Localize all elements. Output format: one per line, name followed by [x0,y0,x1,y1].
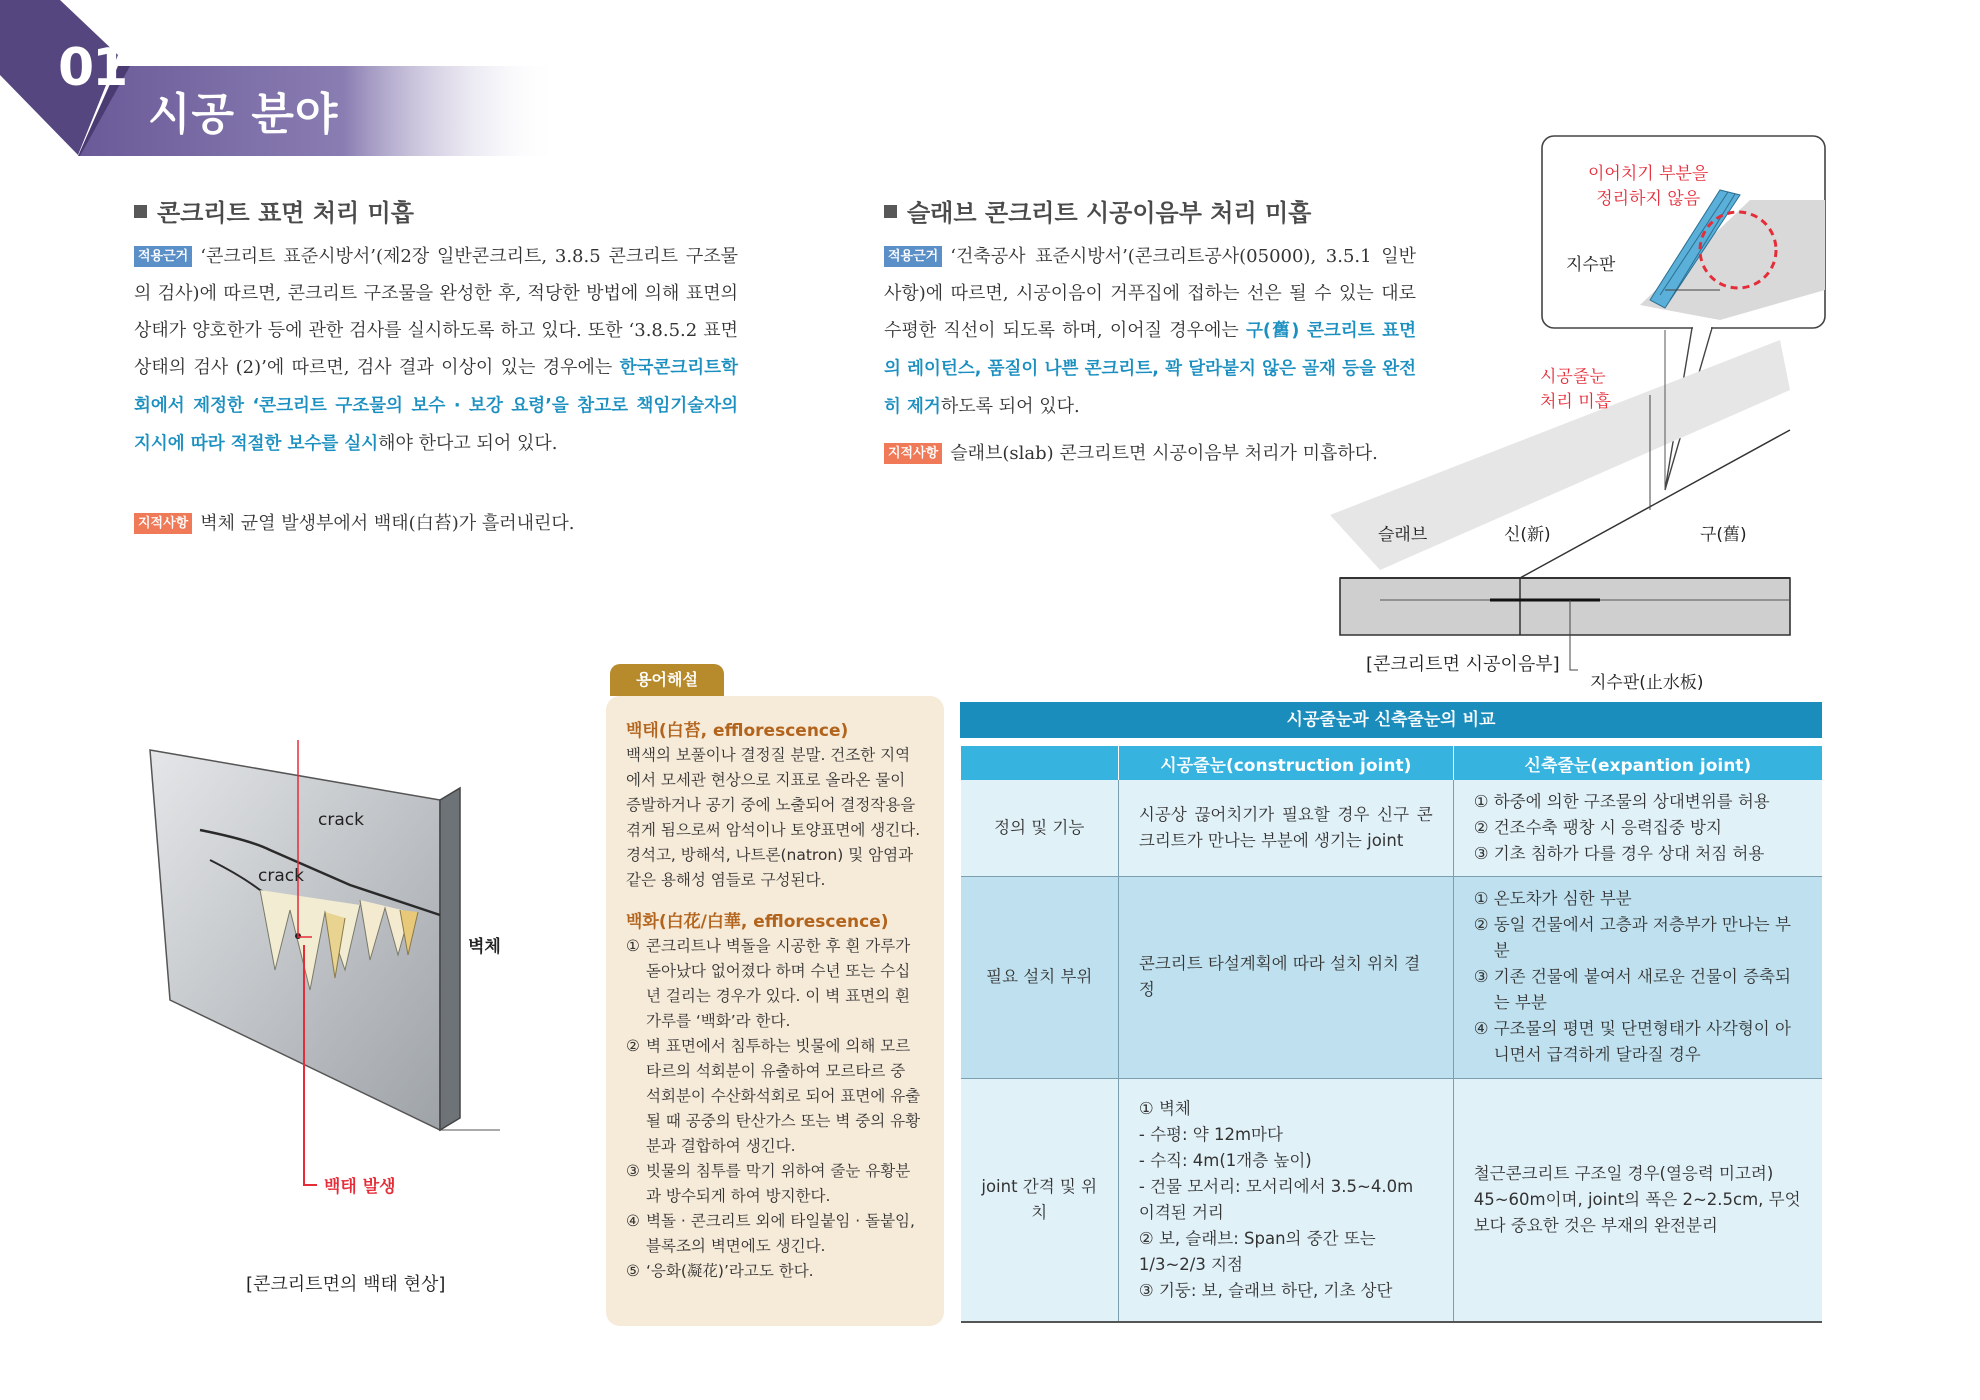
glossary-list-item: ④ 벽돌 · 콘크리트 외에 타일붙임 · 돌붙임, 블록조의 벽면에도 생긴다. [626,1212,915,1255]
table-header-expansion: 신축줄눈(expantion joint) [1453,746,1822,780]
glossary-box [606,696,944,1326]
glossary-term2-title: 백화(白花/白華, efflorescence) [626,912,889,932]
joint-comparison-table [960,746,1822,1323]
heading-bullet [884,205,897,218]
efflorescence-label: 백태 발생 [324,1177,396,1197]
section2-basis-text-end: 하도록 되어 있다. [940,396,1080,417]
old-concrete-label: 구(舊) [1700,525,1747,545]
table-header-construction: 시공줄눈(construction joint) [1118,746,1453,780]
row-label: joint 간격 및 위치 [961,1078,1119,1322]
section1-title: 콘크리트 표면 처리 미흡 [157,199,414,227]
glossary-list-item: ③ 빗물의 침투를 막기 위하여 줄눈 유황분과 방수되게 하여 방지한다. [626,1162,911,1205]
construction-cell: 콘크리트 타설계획에 따라 설치 위치 결정 [1118,876,1453,1078]
construction-cell: ① 벽체 - 수평: 약 12m마다 - 수직: 4m(1개층 높이) - 건물 모서리: 모서리에서 3.5~4.0m 이격된 거리 ② 보, 슬래브: Span의 중간 또는 1/3~2/3 지점 ③ 기둥: 보, 슬래브 하단, 기초 상단 [1118,1078,1453,1322]
section1-basis-highlight: 한국콘크리트학회에서 제정한 ‘콘크리트 구조물의 보수 · 보강 요령’을 참고로 책임기술자의 지시에 따라 적절한 보수를 실시 [134,358,738,454]
heading-bullet [134,205,147,218]
efflorescence-wall-illustration [140,740,580,1140]
callout-line2: 정리하지 않음 [1596,189,1701,209]
joint-label-line2: 처리 미흡 [1540,392,1612,412]
slab-label: 슬래브 [1378,525,1428,545]
section1-issue-paragraph [134,505,738,542]
callout-line1: 이어치기 부분을 [1588,164,1709,184]
table-header-empty [961,746,1119,780]
section2-heading [884,193,1311,228]
glossary-term2-list [626,934,924,1284]
waterstop-label: 지수판(止水板) [1590,673,1704,693]
row-label: 필요 설치 부위 [961,876,1119,1078]
section1-figure-caption: [콘크리트면의 백태 현상] [246,1274,446,1295]
table-row [961,1078,1823,1322]
wall-label: 벽체 [468,937,501,957]
glossary-list-item: ⑤ ‘응화(凝花)’라고도 한다. [626,1262,814,1280]
glossary-list-item: ① 콘크리트나 벽돌을 시공한 후 흰 가루가 돋아났다 없어졌다 하며 수년 또는 수십 년 걸리는 경우가 있다. 이 벽 표면의 흰 가루를 ‘백화’라 한다. [626,937,911,1030]
efflorescence-leader-tick [303,1184,317,1186]
section2-figure-caption: [콘크리트면 시공이음부] [1366,654,1560,675]
section1-heading [134,193,414,228]
issue-tag: 지적사항 [884,443,942,464]
glossary-tab: 용어해설 [610,664,724,696]
joint-label-line1: 시공줄눈 [1540,367,1606,387]
section2-basis-text: ‘건축공사 표준시방서’(콘크리트공사(05000), 3.5.1 일반사항)에 따르면, 시공이음이 거푸집에 접하는 선은 될 수 있는 대로 수평한 직선이 되도록 하며, 이어질 경우에는 [884,246,1416,341]
glossary-list-item: ② 벽 표면에서 침투하는 빗물에 의해 모르타르의 석회분이 유출하여 모르타르 중 석회분이 수산화석회로 되어 표면에 유출될 때 공중의 탄산가스 또는 벽 중의 유황분과 결합하여 생긴다. [626,1037,921,1155]
basis-tag: 적용근거 [134,246,192,267]
section2-issue-text: 슬래브(slab) 콘크리트면 시공이음부 처리가 미흡하다. [950,443,1378,464]
section1-basis-text-end: 해야 한다고 되어 있다. [378,433,558,454]
table-row [961,780,1823,876]
efflorescence-leader-line [303,945,305,1185]
crack-label-lower: crack [258,866,304,886]
unfinished-joint-callout [1588,159,1708,209]
section2-basis-highlight: 구(舊) 콘크리트 표면의 레이턴스, 품질이 나쁜 콘크리트, 꽉 달라붙지 않은 골재 등을 완전히 제거 [884,321,1416,417]
construction-cell: 시공상 끊어치기가 필요할 경우 신구 콘크리트가 만나는 부분에 생기는 joint [1118,780,1453,876]
expansion-cell: ① 온도차가 심한 부분 ② 동일 건물에서 고층과 저층부가 만나는 부분 ③ 기존 건물에 붙여서 새로운 건물이 증축되는 부분 ④ 구조물의 평면 및 단면형태가 사각형이 아니면서 급격하게 달라질 경우 [1453,876,1822,1078]
section2-title: 슬래브 콘크리트 시공이음부 처리 미흡 [907,199,1312,227]
glossary-term1-title: 백태(白苔, efflorescence) [626,721,849,741]
section1-issue-text: 벽체 균열 발생부에서 백태(白苔)가 흘러내린다. [200,513,575,534]
chapter-number: 01 [58,38,127,98]
section1-basis-text: ‘콘크리트 표준시방서’(제2장 일반콘크리트, 3.8.5 콘크리트 구조물의 검사)에 따르면, 콘크리트 구조물을 완성한 후, 적당한 방법에 의해 표면의 상태가 양호한가 등에 관한 검사를 실시하도록 하고 있다. 또한 ‘3.8.5.2 표면상태의 검사 (2)’에 따르면, 검사 결과 이상이 있는 경우에는 [134,246,738,378]
chapter-title: 시공 분야 [148,89,339,140]
section1-basis-paragraph [134,238,738,463]
new-concrete-label: 신(新) [1504,525,1551,545]
basis-tag: 적용근거 [884,246,942,267]
expansion-cell: ① 하중에 의한 구조물의 상대변위를 허용 ② 건조수축 팽창 시 응력집중 방지 ③ 기초 침하가 다를 경우 상대 처짐 허용 [1453,780,1822,876]
comparison-table-caption: 시공줄눈과 신축줄눈의 비교 [960,702,1822,738]
expansion-cell: 철근콘크리트 구조일 경우(열응력 미고려) 45~60m이며, joint의 폭은 2~2.5cm, 무엇보다 중요한 것은 부재의 완전분리 [1453,1078,1822,1322]
joint-defect-callout [1540,362,1611,412]
table-row [961,876,1823,1078]
glossary-term1-text: 백색의 보풀이나 결정질 분말. 건조한 지역에서 모세관 현상으로 지표로 올라온 물이 증발하거나 공기 중에 노출되어 결정작용을 겪게 됨으로써 암석이나 토양표면에 생긴다. 경석고, 방해석, 나트론(natron) 및 암염과 같은 용해성 염들로 구성된다. [626,746,921,889]
inset-waterstop-label: 지수판 [1566,255,1616,275]
crack-label-upper: crack [318,810,364,830]
issue-tag: 지적사항 [134,513,192,534]
table-header-row [961,746,1823,780]
row-label: 정의 및 기능 [961,780,1119,876]
